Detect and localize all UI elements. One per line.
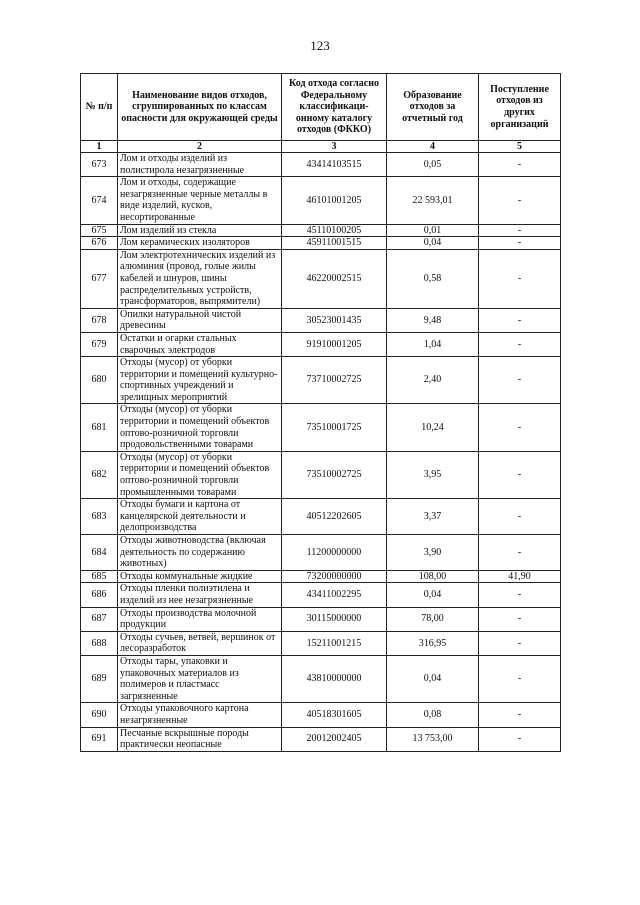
table-row [81, 499, 561, 535]
waste-name: Отходы коммунальные жидкие [118, 570, 282, 583]
received-amount: - [479, 655, 561, 702]
waste-name: Отходы (мусор) от уборки территории и помещений культурно-спортивных учреждений и зрелищных мероприятий [118, 357, 282, 404]
received-amount: - [479, 224, 561, 237]
received-amount: - [479, 535, 561, 571]
waste-name: Лом электротехнических изделий из алюминия (провод, голые жилы кабелей и шнуров, шины распределительных устройств, трансформаторов, выпрямители) [118, 249, 282, 308]
waste-name: Отходы производства молочной продукции [118, 607, 282, 631]
table-row [81, 237, 561, 250]
waste-name: Отходы (мусор) от уборки территории и помещений объектов оптово-розничной торговли продовольственными товарами [118, 404, 282, 451]
waste-name: Отходы сучьев, ветвей, вершинок от лесоразработок [118, 631, 282, 655]
waste-name: Отходы животноводства (включая деятельность по содержанию животных) [118, 535, 282, 571]
received-amount: - [479, 499, 561, 535]
fkko-code: 73510001725 [282, 404, 387, 451]
fkko-code: 46220002515 [282, 249, 387, 308]
fkko-code: 73200000000 [282, 570, 387, 583]
fkko-code: 45110100205 [282, 224, 387, 237]
fkko-code: 73510002725 [282, 451, 387, 498]
formed-amount: 1,04 [387, 332, 479, 356]
table-row [81, 308, 561, 332]
fkko-code: 11200000000 [282, 535, 387, 571]
row-number: 691 [81, 727, 118, 751]
row-number: 682 [81, 451, 118, 498]
waste-name: Песчаные вскрышные породы практически неопасные [118, 727, 282, 751]
fkko-code: 40512202605 [282, 499, 387, 535]
table-row [81, 655, 561, 702]
formed-amount: 316,95 [387, 631, 479, 655]
fkko-code: 45911001515 [282, 237, 387, 250]
received-amount: - [479, 404, 561, 451]
formed-amount: 0,04 [387, 237, 479, 250]
column-number: 3 [282, 141, 387, 153]
table-row [81, 224, 561, 237]
received-amount: - [479, 249, 561, 308]
formed-amount: 3,95 [387, 451, 479, 498]
formed-amount: 0,08 [387, 703, 479, 727]
formed-amount: 3,90 [387, 535, 479, 571]
column-number: 2 [118, 141, 282, 153]
waste-name: Отходы (мусор) от уборки территории и помещений объектов оптово-розничной торговли промышленными товарами [118, 451, 282, 498]
row-number: 679 [81, 332, 118, 356]
formed-amount: 9,48 [387, 308, 479, 332]
fkko-code: 43810000000 [282, 655, 387, 702]
fkko-code: 46101001205 [282, 177, 387, 224]
row-number: 676 [81, 237, 118, 250]
formed-amount: 0,04 [387, 655, 479, 702]
received-amount: - [479, 727, 561, 751]
fkko-code: 40518301605 [282, 703, 387, 727]
column-number: 4 [387, 141, 479, 153]
row-number: 680 [81, 357, 118, 404]
waste-name: Отходы упаковочного картона незагрязненные [118, 703, 282, 727]
column-number: 1 [81, 141, 118, 153]
fkko-code: 30523001435 [282, 308, 387, 332]
waste-name: Лом изделий из стекла [118, 224, 282, 237]
waste-name: Отходы бумаги и картона от канцелярской деятельности и делопроизводства [118, 499, 282, 535]
received-amount: 41,90 [479, 570, 561, 583]
formed-amount: 0,01 [387, 224, 479, 237]
waste-name: Лом и отходы изделий из полистирола незагрязненные [118, 153, 282, 177]
waste-name: Лом и отходы, содержащие незагрязненные черные металлы в виде изделий, кусков, несортированные [118, 177, 282, 224]
row-number: 673 [81, 153, 118, 177]
waste-table [80, 73, 561, 752]
table-row [81, 535, 561, 571]
received-amount: - [479, 451, 561, 498]
received-amount: - [479, 583, 561, 607]
fkko-code: 43411002295 [282, 583, 387, 607]
formed-amount: 10,24 [387, 404, 479, 451]
table-row [81, 703, 561, 727]
table-row [81, 583, 561, 607]
fkko-code: 30115000000 [282, 607, 387, 631]
fkko-code: 73710002725 [282, 357, 387, 404]
row-number: 685 [81, 570, 118, 583]
row-number: 677 [81, 249, 118, 308]
received-amount: - [479, 332, 561, 356]
formed-amount: 108,00 [387, 570, 479, 583]
waste-name: Остатки и огарки стальных сварочных электродов [118, 332, 282, 356]
received-amount: - [479, 607, 561, 631]
row-number: 683 [81, 499, 118, 535]
page-number: 123 [310, 38, 330, 53]
waste-name: Отходы пленки полиэтилена и изделий из нее незагрязненные [118, 583, 282, 607]
table-row [81, 727, 561, 751]
formed-amount: 2,40 [387, 357, 479, 404]
received-amount: - [479, 631, 561, 655]
waste-name: Опилки натуральной чистой древесины [118, 308, 282, 332]
received-amount: - [479, 177, 561, 224]
header-fkko-code: Код отхода согласно Федеральному классификаци-онному каталогу отходов (ФККО) [282, 74, 387, 141]
row-number: 689 [81, 655, 118, 702]
table-row [81, 404, 561, 451]
row-number: 674 [81, 177, 118, 224]
row-number: 686 [81, 583, 118, 607]
table-row [81, 631, 561, 655]
table-body [81, 153, 561, 752]
formed-amount: 0,05 [387, 153, 479, 177]
row-number: 684 [81, 535, 118, 571]
table-row [81, 607, 561, 631]
fkko-code: 43414103515 [282, 153, 387, 177]
received-amount: - [479, 237, 561, 250]
header-waste-name: Наименование видов отходов, сгруппированных по классам опасности для окружающей среды [118, 74, 282, 141]
waste-name: Отходы тары, упаковки и упаковочных материалов из полимеров и пластмасс загрязненные [118, 655, 282, 702]
fkko-code: 15211001215 [282, 631, 387, 655]
received-amount: - [479, 703, 561, 727]
formed-amount: 78,00 [387, 607, 479, 631]
waste-name: Лом керамических изоляторов [118, 237, 282, 250]
formed-amount: 22 593,01 [387, 177, 479, 224]
received-amount: - [479, 357, 561, 404]
header-formed: Образование отходов за отчетный год [387, 74, 479, 141]
table-row [81, 357, 561, 404]
formed-amount: 0,58 [387, 249, 479, 308]
row-number: 690 [81, 703, 118, 727]
row-number: 678 [81, 308, 118, 332]
table-row [81, 332, 561, 356]
row-number: 687 [81, 607, 118, 631]
header-received: Поступление отходов из других организаций [479, 74, 561, 141]
header-row [81, 74, 561, 141]
header-number: № п/п [81, 74, 118, 141]
fkko-code: 20012002405 [282, 727, 387, 751]
formed-amount: 3,37 [387, 499, 479, 535]
table-row [81, 249, 561, 308]
table-row [81, 451, 561, 498]
formed-amount: 0,04 [387, 583, 479, 607]
formed-amount: 13 753,00 [387, 727, 479, 751]
table-row [81, 570, 561, 583]
row-number: 681 [81, 404, 118, 451]
row-number: 688 [81, 631, 118, 655]
received-amount: - [479, 308, 561, 332]
table-row [81, 153, 561, 177]
received-amount: - [479, 153, 561, 177]
row-number: 675 [81, 224, 118, 237]
table-row [81, 177, 561, 224]
fkko-code: 91910001205 [282, 332, 387, 356]
column-number: 5 [479, 141, 561, 153]
column-number-row [81, 141, 561, 153]
